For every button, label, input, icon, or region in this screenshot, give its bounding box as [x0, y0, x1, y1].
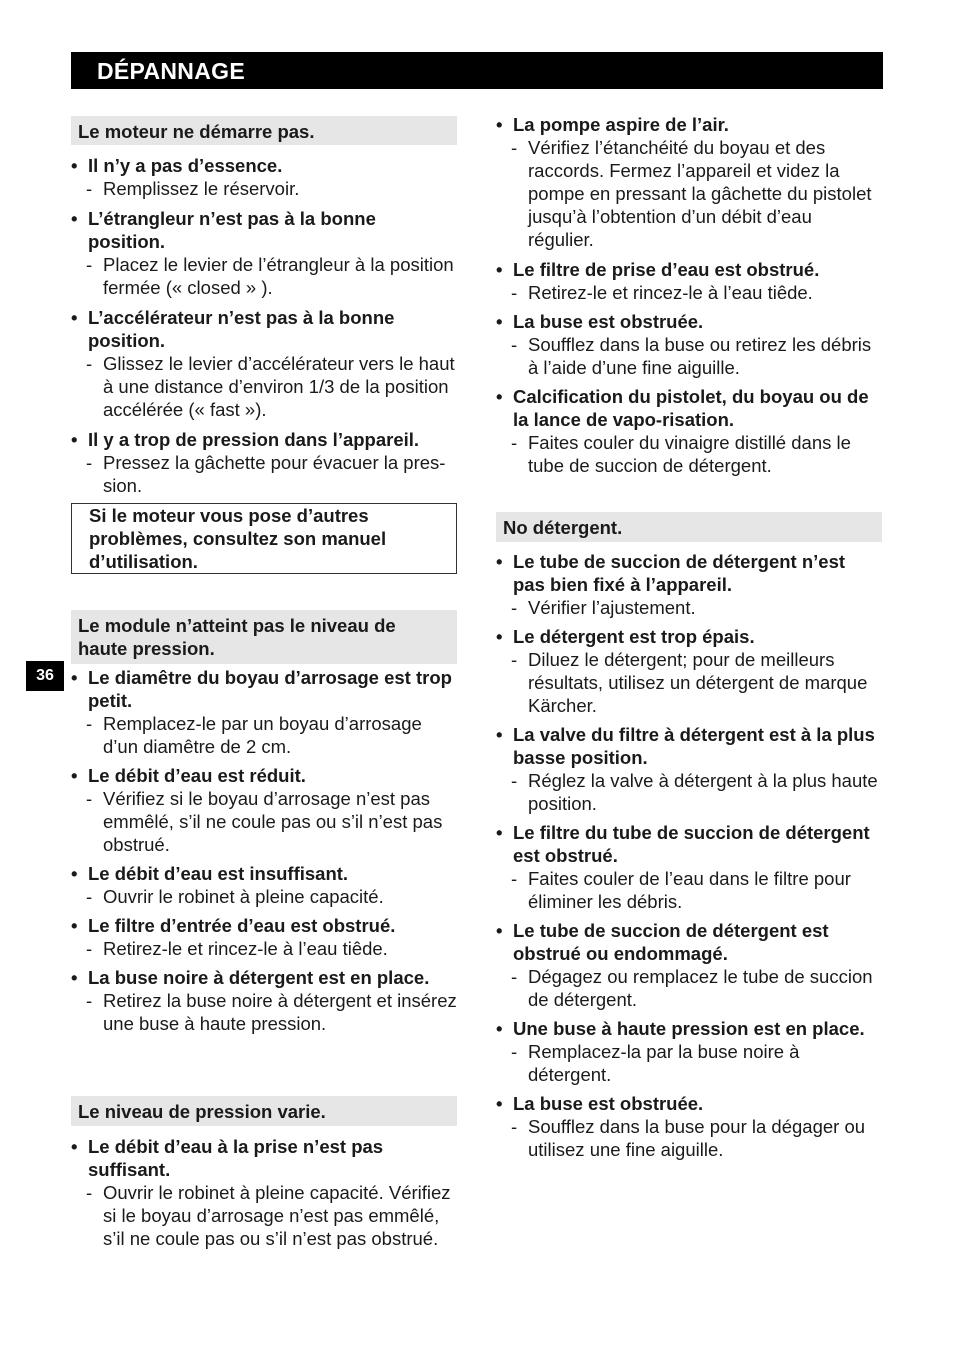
- list-item: • La pompe aspire de l’air. - Vérifiez l’étanchéité du boyau et des raccords. Fermez l’appareil et videz la pompe en pressant la gâchette du pistolet jusqu’à l’obtention d’un débit d’eau régulier.: [496, 113, 882, 251]
- problem: Le débit d’eau est réduit.: [88, 765, 306, 786]
- list-item: • Le débit d’eau à la prise n’est pas suffisant. - Ouvrir le robinet à pleine capacité. Vérifiez si le boyau d’arrosage n’est pas emmêlé, s’il ne coule pas ou s’il n’est pas obstrué.: [71, 1135, 457, 1250]
- list-item: • Il n’y a pas d’essence. - Remplissez le réservoir.: [71, 154, 457, 200]
- solution: Vérifiez si le boyau d’arrosage n’est pas emmêlé, s’il ne coule pas ou s’il n’est pas obstrué.: [103, 788, 443, 855]
- problem: La buse est obstruée.: [513, 311, 704, 332]
- problem: La pompe aspire de l’air.: [513, 114, 729, 135]
- problem: Le débit d’eau est insuffisant.: [88, 863, 349, 884]
- solution: Dégagez ou remplacez le tube de succion de détergent.: [528, 966, 873, 1010]
- solution: Pressez la gâchette pour évacuer la pres-sion.: [103, 452, 446, 496]
- bullet: •: [496, 724, 503, 745]
- problem: Calcification du pistolet, du boyau ou de la lance de vapo-risation.: [513, 386, 869, 430]
- note-box: Si le moteur vous pose d’autres problèmes, consultez son manuel d’utilisation.: [71, 503, 457, 574]
- list-item: • La buse noire à détergent est en place. - Retirez la buse noire à détergent et insérez une buse à haute pression.: [71, 967, 457, 1034]
- solution: Glissez le levier d’accélérateur vers le haut à une distance d’environ 1/3 de la position accélérée (« fast »).: [103, 353, 455, 420]
- section-heading: Le moteur ne démarre pas.: [71, 116, 457, 145]
- list-item: • Le détergent est trop épais. - Diluez le détergent; pour de meilleurs résultats, utilisez un détergent de marque Kärcher.: [496, 625, 882, 717]
- problem: Il y a trop de pression dans l’appareil.: [88, 429, 420, 450]
- problem: Le diamêtre du boyau d’arrosage est trop petit.: [88, 667, 452, 711]
- list-item: • Il y a trop de pression dans l’appareil. - Pressez la gâchette pour évacuer la pres-sion.: [71, 428, 457, 497]
- problem: Il n’y a pas d’essence.: [88, 155, 283, 176]
- bullet: •: [71, 667, 78, 688]
- problem: La valve du filtre à détergent est à la plus basse position.: [513, 724, 875, 768]
- solution: Ouvrir le robinet à pleine capacité. Vérifiez si le boyau d’arrosage n’est pas emmêlé, s’il ne coule pas ou s’il n’est pas obstrué.: [103, 1182, 451, 1249]
- page-header: [71, 52, 883, 89]
- solution: Soufflez dans la buse pour la dégager ou utilisez une fine aiguille.: [528, 1116, 866, 1160]
- solution: Ouvrir le robinet à pleine capacité.: [103, 886, 384, 907]
- bullet: •: [496, 386, 503, 407]
- bullet: •: [71, 307, 78, 328]
- bullet: •: [496, 920, 503, 941]
- solution: Vérifiez l’étanchéité du boyau et des raccords. Fermez l’appareil et videz la pompe en pressant la gâchette du pistolet jusqu’à l’obtention d’un débit d’eau régulier.: [528, 137, 872, 250]
- solution: Remplacez-le par un boyau d’arrosage d’un diamêtre de 2 cm.: [103, 713, 422, 757]
- section-pressure: [71, 610, 457, 1035]
- problem: L’étrangleur n’est pas à la bonne position.: [88, 208, 376, 252]
- bullet: •: [496, 114, 503, 135]
- bullet: •: [496, 626, 503, 647]
- problem: Le détergent est trop épais.: [513, 626, 755, 647]
- list-item: • Calcification du pistolet, du boyau ou de la lance de vapo-risation. - Faites couler du vinaigre distillé dans le tube de succion de détergent.: [496, 385, 882, 477]
- section-motor: [71, 116, 457, 574]
- bullet: •: [71, 1136, 78, 1157]
- list-item: • Le filtre d’entrée d’eau est obstrué. - Retirez-le et rincez-le à l’eau tiêde.: [71, 914, 457, 960]
- problem: Le débit d’eau à la prise n’est pas suffisant.: [88, 1136, 384, 1180]
- section-heading: Le module n’atteint pas le niveau de haute pression.: [71, 610, 457, 664]
- bullet: •: [71, 765, 78, 786]
- problem: Le filtre de prise d’eau est obstrué.: [513, 259, 820, 280]
- solution: Diluez le détergent; pour de meilleurs résultats, utilisez un détergent de marque Kärcher.: [528, 649, 868, 716]
- solution: Placez le levier de l’étrangleur à la position fermée (« closed » ).: [103, 254, 454, 298]
- problem: Le filtre d’entrée d’eau est obstrué.: [88, 915, 396, 936]
- list-item: • Le diamêtre du boyau d’arrosage est trop petit. - Remplacez-le par un boyau d’arrosage d’un diamêtre de 2 cm.: [71, 666, 457, 758]
- list-item: • Le filtre de prise d’eau est obstrué. - Retirez-le et rincez-le à l’eau tiêde.: [496, 258, 882, 304]
- list-item: • Le débit d’eau est réduit. - Vérifiez si le boyau d’arrosage n’est pas emmêlé, s’il ne coule pas ou s’il n’est pas obstrué.: [71, 764, 457, 856]
- bullet: •: [496, 1093, 503, 1114]
- solution: Remplacez-la par la buse noire à détergent.: [528, 1041, 800, 1085]
- list-item: • Le débit d’eau est insuffisant. - Ouvrir le robinet à pleine capacité.: [71, 862, 457, 908]
- page-title: DÉPANNAGE: [97, 58, 245, 84]
- problem: La buse noire à détergent est en place.: [88, 967, 430, 988]
- problem: Le tube de succion de détergent est obstrué ou endommagé.: [513, 920, 829, 964]
- problem: L’accélérateur n’est pas à la bonne position.: [88, 307, 395, 351]
- problem: La buse est obstruée.: [513, 1093, 704, 1114]
- solution: Soufflez dans la buse ou retirez les débris à l’aide d’une fine aiguille.: [528, 334, 872, 378]
- bullet: •: [496, 259, 503, 280]
- bullet: •: [496, 1018, 503, 1039]
- bullet: •: [71, 429, 78, 450]
- bullet: •: [71, 915, 78, 936]
- section-pressure-varies: [71, 1096, 457, 1250]
- bullet: •: [71, 863, 78, 884]
- solution: Faites couler du vinaigre distillé dans le tube de succion de détergent.: [528, 432, 851, 476]
- problem: Une buse à haute pression est en place.: [513, 1018, 865, 1039]
- solution: Remplissez le réservoir.: [103, 178, 300, 199]
- list-item: • L’accélérateur n’est pas à la bonne position. - Glissez le levier d’accélérateur vers le haut à une distance d’environ 1/3 de la position accélérée (« fast »).: [71, 306, 457, 421]
- list-item: • La valve du filtre à détergent est à la plus basse position. - Réglez la valve à détergent à la plus haute position.: [496, 723, 882, 815]
- bullet: •: [496, 822, 503, 843]
- list-item: • La buse est obstruée. - Soufflez dans la buse pour la dégager ou utilisez une fine aiguille.: [496, 1092, 882, 1161]
- bullet: •: [496, 551, 503, 572]
- list-item: • Le tube de succion de détergent n’est pas bien fixé à l’appareil. - Vérifier l’ajustement.: [496, 550, 882, 619]
- solution: Vérifier l’ajustement.: [528, 597, 696, 618]
- solution: Réglez la valve à détergent à la plus haute position.: [528, 770, 878, 814]
- bullet: •: [71, 155, 78, 176]
- problem: Le filtre du tube de succion de détergent est obstrué.: [513, 822, 870, 866]
- section-no-detergent: [496, 512, 882, 1161]
- solution: Retirez-le et rincez-le à l’eau tiêde.: [528, 282, 813, 303]
- bullet: •: [71, 967, 78, 988]
- bullet: •: [71, 208, 78, 229]
- list-item: • La buse est obstruée. - Soufflez dans la buse ou retirez les débris à l’aide d’une fine aiguille.: [496, 310, 882, 379]
- list-item: • Le tube de succion de détergent est obstrué ou endommagé. - Dégagez ou remplacez le tube de succion de détergent.: [496, 919, 882, 1011]
- section-heading: No détergent.: [496, 512, 882, 542]
- section-pump: [496, 113, 882, 477]
- solution: Faites couler de l’eau dans le filtre pour éliminer les débris.: [528, 868, 851, 912]
- bullet: •: [496, 311, 503, 332]
- solution: Retirez la buse noire à détergent et insérez une buse à haute pression.: [103, 990, 457, 1034]
- solution: Retirez-le et rincez-le à l’eau tiêde.: [103, 938, 388, 959]
- list-item: • L’étrangleur n’est pas à la bonne position. - Placez le levier de l’étrangleur à la position fermée (« closed » ).: [71, 207, 457, 299]
- page-number: 36: [26, 661, 64, 691]
- list-item: • Une buse à haute pression est en place. - Remplacez-la par la buse noire à détergent.: [496, 1017, 882, 1086]
- section-heading: Le niveau de pression varie.: [71, 1096, 457, 1126]
- problem: Le tube de succion de détergent n’est pas bien fixé à l’appareil.: [513, 551, 846, 595]
- list-item: • Le filtre du tube de succion de détergent est obstrué. - Faites couler de l’eau dans le filtre pour éliminer les débris.: [496, 821, 882, 913]
